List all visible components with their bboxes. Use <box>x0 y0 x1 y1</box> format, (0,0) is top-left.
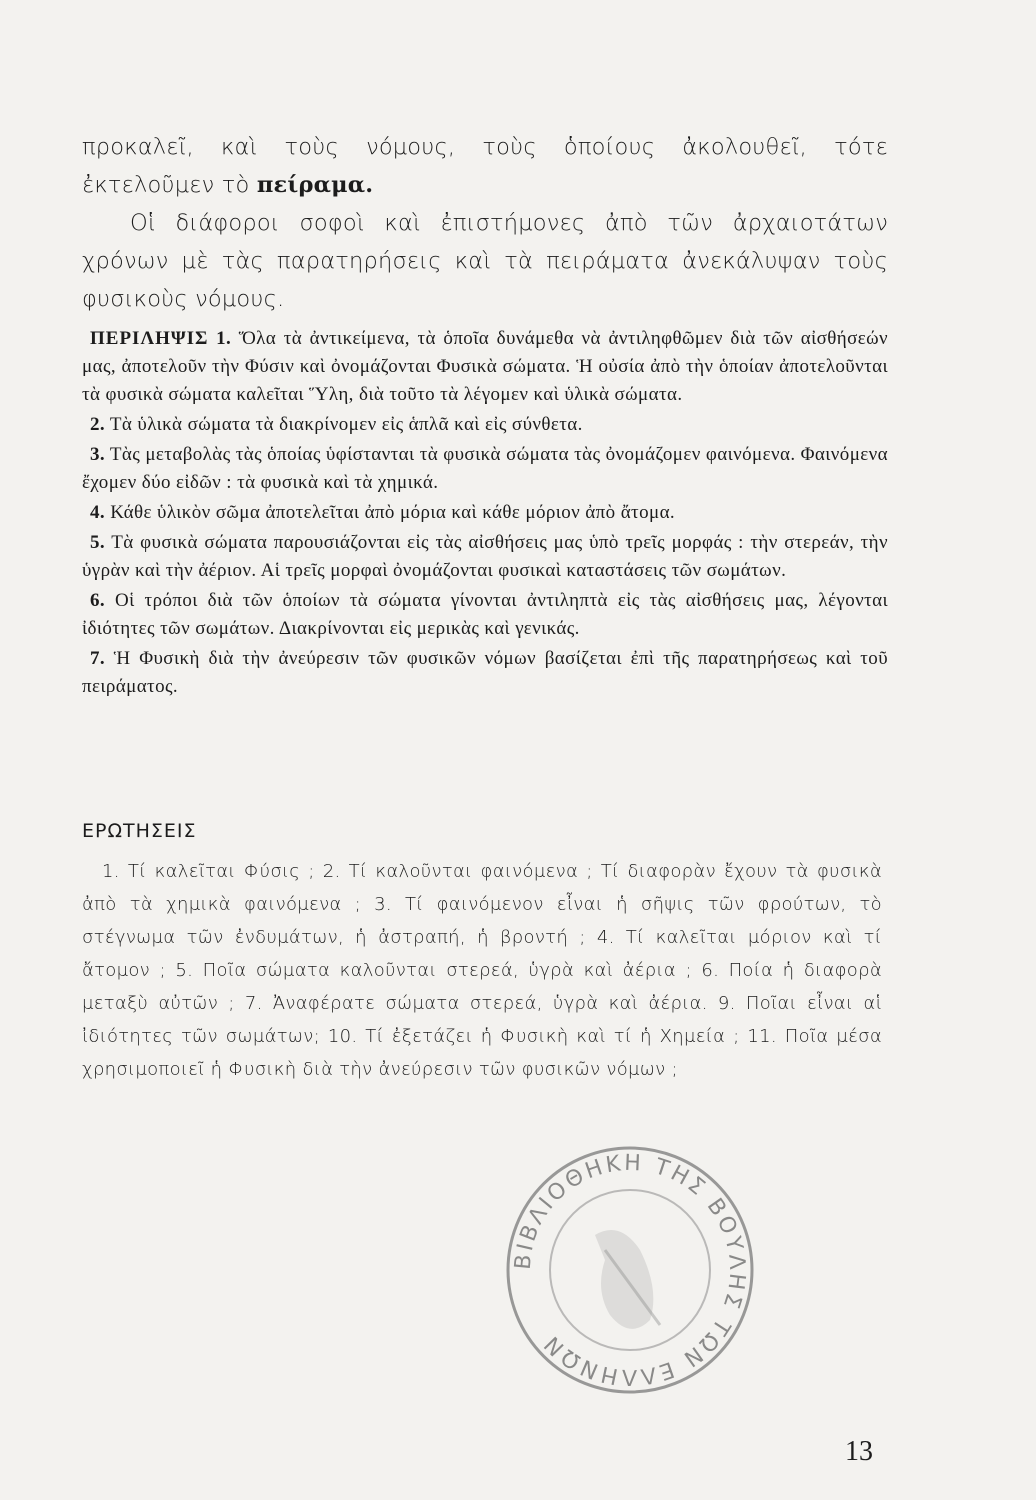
page-number: 13 <box>845 1436 873 1467</box>
summary-item-3: 3. Τὰς μεταβολὰς τὰς ὁποίας ὑφίστανται τὰ φυσικὰ σώματα τὰς ὀνομάζομεν φαινόμενα. Φαινόμενα ἔχομεν δύο εἰδῶν : τὰ φυσικὰ καὶ τὰ χημικά. <box>82 444 889 493</box>
intro-paragraph-2: Οἱ διάφοροι σοφοὶ καὶ ἐπιστήμονες ἀπὸ τῶν ἀρχαιοτάτων χρόνων μὲ τὰς παρατηρήσεις καὶ τὰ πειράματα ἀνεκάλυψαν τοὺς φυσικοὺς νόμους. <box>82 210 888 312</box>
intro-paragraph-1: προκαλεῖ, καὶ τοὺς νόμους, τοὺς ὁποίους ἀκολουθεῖ, τότε ἐκτελοῦμεν τὸ πείραμα. <box>82 134 888 198</box>
summary-item-5: 5. Τὰ φυσικὰ σώματα παρουσιάζονται εἰς τὰς αἰσθήσεις μας ὑπὸ τρεῖς μορφάς : τὴν στερεάν, τὴν ὑγρὰν καὶ τὴν ἀέριον. Αἱ τρεῖς μορφαὶ ὀνομάζονται φυσικαὶ καταστάσεις τῶν σωμάτων. <box>82 532 888 581</box>
questions-heading: ΕΡΩΤΗΣΕΙΣ <box>82 820 197 842</box>
summary-item-4: 4. Κάθε ὑλικὸν σῶμα ἀποτελεῖται ἀπὸ μόρια καὶ κάθε μόριον ἀπὸ ἄτομα. <box>90 502 676 523</box>
stamp-emblem <box>595 1230 653 1329</box>
summary-item-7: 7. Ἡ Φυσικὴ διὰ τὴν ἀνεύρεσιν τῶν φυσικῶν νόμων βασίζεται ἐπὶ τῆς παρατηρήσεως καὶ τοῦ πειράματος. <box>82 648 889 697</box>
library-stamp <box>500 1140 760 1400</box>
summary-heading: ΠΕΡΙΛΗΨΙΣ <box>90 328 209 349</box>
summary-item-1: ΠΕΡΙΛΗΨΙΣ 1. Ὅλα τὰ ἀντικείμενα, τὰ ὁποῖα δυνάμεθα νὰ ἀντιληφθῶμεν διὰ τῶν αἰσθήσεών μας, ἀποτελοῦν τὴν Φύσιν καὶ ὀνομάζονται Φυσικὰ σώματα. Ἡ οὐσία ἀπὸ τὴν ὁποίαν ἀποτελοῦνται τὰ φυσικὰ σώματα καλεῖται Ὕλη, διὰ τοῦτο τὰ λέγομεν καὶ ὑλικὰ σώματα. <box>82 328 888 405</box>
summary-section <box>82 325 888 703</box>
stamp-lettering: ΒΙΒΛΙΟΘΗΚΗ ΤΗΣ ΒΟΥΛΗΣ ΤΩΝ ΕΛΛΗΝΩΝ <box>510 1150 750 1390</box>
intro-text <box>82 128 888 318</box>
questions-text: 1. Τί καλεῖται Φύσις ; 2. Τί καλοῦνται φαινόμενα ; Τί διαφορὰν ἔχουν τὰ φυσικὰ ἀπὸ τὰ χημικὰ φαινόμενα ; 3. Τί φαινόμενον εἶναι ἡ σῆψις τῶν φρούτων, τὸ στέγνωμα τῶν ἐνδυμάτων, ἡ ἀστραπή, ἡ βροντή ; 4. Τί καλεῖται μόριον καὶ τί ἄτομον ; 5. Ποῖα σώματα καλοῦνται στερεά, ὑγρὰ καὶ ἀέρια ; 6. Ποία ἡ διαφορὰ μεταξὺ αὐτῶν ; 7. Ἀναφέρατε σώματα στερεά, ὑγρὰ καὶ ἀέρια. 9. Ποῖαι εἶναι αἱ ἰδιότητες τῶν σωμάτων; 10. Τί ἐξετάζει ἡ Φυσικὴ καὶ τί ἡ Χημεία ; 11. Ποῖα μέσα χρησιμοποιεῖ ἡ Φυσικὴ διὰ τὴν ἀνεύρεσιν τῶν φυσικῶν νόμων ; <box>82 861 882 1080</box>
summary-item-6: 6. Οἱ τρόποι διὰ τῶν ὁποίων τὰ σώματα γίνονται ἀντιληπτὰ εἰς τὰς αἰσθήσεις μας, λέγονται ἰδιότητες τῶν σωμάτων. Διακρίνονται εἰς μερικὰς καὶ γενικάς. <box>82 590 888 639</box>
summary-item-2: 2. Τὰ ὑλικὰ σώματα τὰ διακρίνομεν εἰς ἁπλᾶ καὶ εἰς σύνθετα. <box>90 414 583 435</box>
intro-bold-term: πείραμα. <box>256 172 374 198</box>
